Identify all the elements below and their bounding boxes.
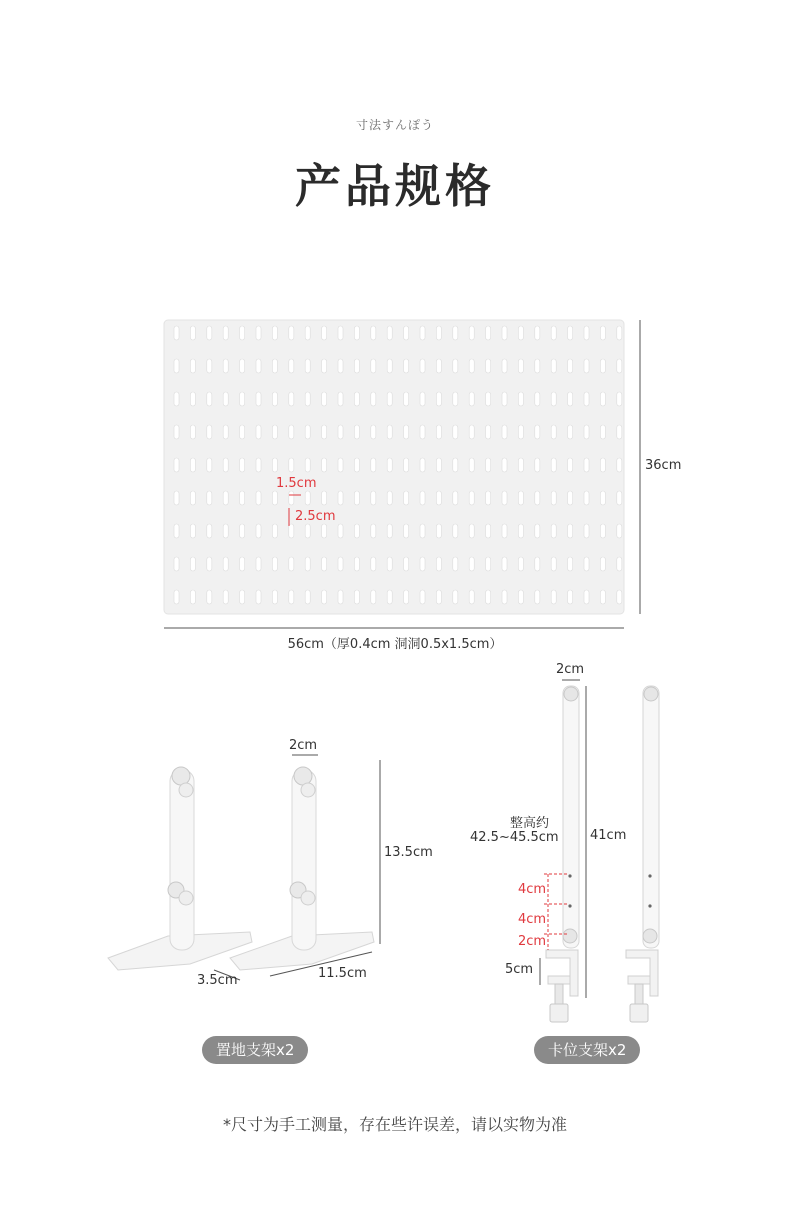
pegboard-hole <box>600 425 605 439</box>
pegboard-hole <box>256 425 261 439</box>
pegboard-hole <box>469 590 474 604</box>
pegboard-hole <box>256 491 261 505</box>
pegboard-hole <box>190 491 195 505</box>
pegboard-hole <box>502 524 507 538</box>
pegboard-hole <box>617 557 622 571</box>
pegboard-hole <box>240 491 245 505</box>
pegboard-hole <box>305 425 310 439</box>
pegboard-hole <box>256 524 261 538</box>
pegboard-hole <box>518 590 523 604</box>
pegboard-hole <box>240 590 245 604</box>
pegboard-hole <box>551 392 556 406</box>
hole-spacing-label: 2.5cm <box>295 509 336 524</box>
pegboard-hole <box>584 491 589 505</box>
pegboard-hole <box>338 524 343 538</box>
pegboard-hole <box>404 392 409 406</box>
pegboard-hole <box>518 557 523 571</box>
pegboard-hole <box>190 524 195 538</box>
pegboard-hole <box>535 458 540 472</box>
pegboard-hole <box>486 557 491 571</box>
pegboard-hole <box>272 326 277 340</box>
pegboard-hole <box>502 590 507 604</box>
pegboard-hole <box>453 326 458 340</box>
pegboard-hole <box>404 326 409 340</box>
pegboard-hole <box>404 491 409 505</box>
pegboard-hole <box>584 326 589 340</box>
pegboard-hole <box>502 392 507 406</box>
pegboard-hole <box>502 458 507 472</box>
pegboard-hole <box>551 524 556 538</box>
pegboard-hole <box>322 359 327 373</box>
pegboard-hole <box>338 491 343 505</box>
pegboard-hole <box>404 590 409 604</box>
pegboard-hole <box>535 590 540 604</box>
pegboard-hole <box>289 326 294 340</box>
pegboard-hole <box>535 557 540 571</box>
pegboard-hole <box>453 359 458 373</box>
pegboard-hole <box>371 326 376 340</box>
pegboard-hole <box>436 326 441 340</box>
pegboard-hole <box>584 524 589 538</box>
page-subtitle: 寸法すんぽう <box>355 118 434 132</box>
pegboard-hole <box>535 392 540 406</box>
pegboard-hole <box>223 458 228 472</box>
pegboard-hole <box>338 359 343 373</box>
pegboard-hole <box>568 524 573 538</box>
pegboard-hole <box>207 425 212 439</box>
pegboard-hole <box>289 590 294 604</box>
clamp-stand-width-label: 2cm <box>556 662 585 677</box>
pegboard-hole <box>272 590 277 604</box>
pegboard-hole <box>469 458 474 472</box>
pegboard-hole <box>174 425 179 439</box>
pegboard-hole <box>584 458 589 472</box>
pegboard-hole <box>322 491 327 505</box>
pegboard-hole <box>436 425 441 439</box>
pegboard-hole <box>338 458 343 472</box>
pegboard-hole <box>600 326 605 340</box>
pegboard-hole <box>387 557 392 571</box>
pegboard-hole <box>174 491 179 505</box>
clamp-stand-left <box>546 686 579 1022</box>
pegboard-hole <box>420 392 425 406</box>
pegboard-hole <box>420 458 425 472</box>
pegboard-hole <box>453 590 458 604</box>
pegboard-hole <box>272 392 277 406</box>
pegboard-hole <box>256 557 261 571</box>
pegboard-hole <box>518 359 523 373</box>
pegboard-hole <box>387 590 392 604</box>
pegboard-hole <box>584 392 589 406</box>
clamp-stand-right <box>626 686 659 1022</box>
pegboard-hole <box>174 326 179 340</box>
pegboard-hole <box>223 359 228 373</box>
pegboard-hole <box>436 392 441 406</box>
pegboard-hole <box>486 491 491 505</box>
step3-label: 2cm <box>518 934 547 949</box>
pegboard-hole <box>535 359 540 373</box>
pegboard-hole <box>453 425 458 439</box>
pegboard-hole <box>272 458 277 472</box>
pegboard-hole <box>453 557 458 571</box>
pegboard-hole <box>469 557 474 571</box>
pegboard-hole <box>322 458 327 472</box>
pegboard-hole <box>420 557 425 571</box>
pegboard-hole <box>174 392 179 406</box>
pegboard-hole <box>486 590 491 604</box>
pegboard-hole <box>223 524 228 538</box>
pegboard-hole <box>551 458 556 472</box>
pegboard-hole <box>486 524 491 538</box>
pegboard-hole <box>207 557 212 571</box>
pegboard-hole <box>502 557 507 571</box>
pegboard-hole <box>223 491 228 505</box>
pegboard-hole <box>272 524 277 538</box>
pegboard-hole <box>387 326 392 340</box>
pegboard-hole <box>469 425 474 439</box>
pegboard-hole <box>256 458 261 472</box>
pegboard-height-label: 36cm <box>645 458 682 473</box>
pegboard-hole <box>568 392 573 406</box>
pegboard-hole <box>338 590 343 604</box>
floor-stand-width-label: 2cm <box>289 738 318 753</box>
pegboard-hole <box>387 458 392 472</box>
pegboard-hole <box>502 491 507 505</box>
pegboard-hole <box>289 392 294 406</box>
pegboard-hole <box>354 458 359 472</box>
total-height-title: 整高约 <box>510 816 550 831</box>
pegboard-hole <box>551 425 556 439</box>
pegboard-hole <box>617 590 622 604</box>
pegboard-hole <box>436 524 441 538</box>
floor-stand-caption: 置地支架x2 <box>202 1036 308 1064</box>
pegboard-hole <box>436 458 441 472</box>
pegboard-hole <box>551 359 556 373</box>
pegboard-hole <box>305 326 310 340</box>
pegboard-hole <box>404 425 409 439</box>
floor-stand-height-label: 13.5cm <box>384 845 433 860</box>
pegboard-hole <box>600 392 605 406</box>
pegboard-hole <box>486 359 491 373</box>
pegboard-hole <box>322 590 327 604</box>
pegboard-hole <box>469 392 474 406</box>
pegboard-hole <box>322 557 327 571</box>
pegboard-hole <box>568 326 573 340</box>
pegboard-hole <box>322 326 327 340</box>
pegboard-hole <box>568 590 573 604</box>
pegboard-hole <box>305 524 310 538</box>
pegboard-hole <box>420 326 425 340</box>
pegboard-hole <box>617 458 622 472</box>
pegboard-hole <box>354 590 359 604</box>
pegboard-hole <box>338 392 343 406</box>
pegboard-hole <box>240 326 245 340</box>
pegboard-hole <box>223 590 228 604</box>
pegboard-hole <box>371 491 376 505</box>
pegboard-hole <box>190 326 195 340</box>
step2-label: 4cm <box>518 912 547 927</box>
pegboard-hole <box>436 557 441 571</box>
pegboard-hole <box>420 524 425 538</box>
pegboard-hole <box>617 425 622 439</box>
pegboard-hole <box>354 557 359 571</box>
pegboard-width-label: 56cm（厚0.4cm 洞洞0.5x1.5cm） <box>287 637 503 652</box>
pegboard-hole <box>256 392 261 406</box>
pegboard-hole <box>617 359 622 373</box>
pegboard-hole <box>568 359 573 373</box>
pegboard-hole <box>600 590 605 604</box>
clamp-label: 5cm <box>505 962 534 977</box>
page-title: 产品规格 <box>295 159 495 213</box>
pegboard-hole <box>207 590 212 604</box>
pegboard-hole <box>256 590 261 604</box>
pegboard-hole <box>371 557 376 571</box>
pegboard-hole <box>518 524 523 538</box>
pegboard-hole <box>568 425 573 439</box>
pegboard-hole <box>223 425 228 439</box>
pegboard-hole <box>371 590 376 604</box>
pegboard-hole <box>272 359 277 373</box>
pegboard-hole <box>436 491 441 505</box>
pegboard-hole <box>518 392 523 406</box>
pegboard-hole <box>551 326 556 340</box>
pegboard-hole <box>289 425 294 439</box>
pegboard-hole <box>223 326 228 340</box>
floor-stand-base-width-label: 3.5cm <box>197 973 238 988</box>
pegboard-hole <box>404 458 409 472</box>
pegboard-hole <box>207 491 212 505</box>
pegboard-hole <box>568 458 573 472</box>
pegboard-hole <box>617 491 622 505</box>
pegboard-hole <box>371 458 376 472</box>
pegboard-hole <box>453 491 458 505</box>
pegboard-hole <box>190 458 195 472</box>
pegboard-hole <box>354 392 359 406</box>
pegboard-hole <box>322 392 327 406</box>
pegboard-hole <box>518 425 523 439</box>
step1-label: 4cm <box>518 882 547 897</box>
footnote: *尺寸为手工测量，存在些许误差，请以实物为准 <box>222 1115 567 1134</box>
pegboard-hole <box>371 524 376 538</box>
pegboard-hole <box>305 392 310 406</box>
pegboard-hole <box>453 524 458 538</box>
pegboard-hole <box>535 425 540 439</box>
pegboard-hole <box>469 491 474 505</box>
pegboard-hole <box>469 326 474 340</box>
pegboard-hole <box>600 458 605 472</box>
pegboard-hole <box>568 557 573 571</box>
pegboard-hole <box>223 557 228 571</box>
pegboard-hole <box>387 359 392 373</box>
pegboard-hole <box>174 458 179 472</box>
pegboard-hole <box>617 326 622 340</box>
pegboard-hole <box>190 425 195 439</box>
pegboard-hole <box>272 491 277 505</box>
pegboard-hole <box>535 491 540 505</box>
pegboard-hole <box>272 425 277 439</box>
pegboard-hole <box>404 557 409 571</box>
pegboard-hole <box>551 557 556 571</box>
pegboard-hole <box>469 524 474 538</box>
pegboard-hole <box>240 425 245 439</box>
pegboard-hole <box>404 359 409 373</box>
pegboard-hole <box>551 590 556 604</box>
pegboard-hole <box>240 524 245 538</box>
pegboard-hole <box>518 326 523 340</box>
pegboard-hole <box>518 491 523 505</box>
pegboard-hole <box>338 425 343 439</box>
pegboard-hole <box>207 359 212 373</box>
pegboard-hole <box>617 524 622 538</box>
pegboard-hole <box>420 359 425 373</box>
pegboard-hole <box>305 557 310 571</box>
pegboard-hole <box>354 359 359 373</box>
pegboard-hole <box>322 524 327 538</box>
pegboard-hole <box>338 326 343 340</box>
pegboard-hole <box>387 425 392 439</box>
pegboard-hole <box>387 392 392 406</box>
pegboard-hole <box>240 557 245 571</box>
pegboard-hole <box>387 524 392 538</box>
pegboard-hole <box>486 425 491 439</box>
pegboard-hole <box>305 458 310 472</box>
pegboard-hole <box>568 491 573 505</box>
pegboard-hole <box>502 326 507 340</box>
pegboard-hole <box>371 392 376 406</box>
pegboard-hole <box>354 524 359 538</box>
pegboard-hole <box>535 524 540 538</box>
pegboard-hole <box>436 590 441 604</box>
pegboard-hole <box>584 590 589 604</box>
pegboard-hole <box>190 359 195 373</box>
pegboard-hole <box>272 557 277 571</box>
pegboard-hole <box>174 524 179 538</box>
pegboard-hole <box>354 491 359 505</box>
pegboard-hole <box>420 491 425 505</box>
clamp-stand-caption: 卡位支架x2 <box>534 1036 640 1064</box>
pegboard-hole <box>502 359 507 373</box>
floor-stand-left <box>108 767 252 970</box>
pegboard-hole <box>486 326 491 340</box>
pegboard-hole <box>453 458 458 472</box>
total-height-range: 42.5~45.5cm <box>470 830 559 845</box>
pegboard-hole <box>240 392 245 406</box>
pegboard-hole <box>518 458 523 472</box>
pegboard-hole <box>174 590 179 604</box>
pegboard-hole <box>322 425 327 439</box>
pegboard-hole <box>600 557 605 571</box>
pegboard-hole <box>305 491 310 505</box>
pegboard-hole <box>354 326 359 340</box>
pegboard-hole <box>600 359 605 373</box>
pegboard-hole <box>486 458 491 472</box>
pegboard-hole <box>240 458 245 472</box>
pegboard-hole <box>305 590 310 604</box>
pegboard-hole <box>502 425 507 439</box>
pegboard-hole <box>174 557 179 571</box>
pegboard-hole <box>420 590 425 604</box>
pegboard-hole <box>617 392 622 406</box>
pegboard-hole <box>207 524 212 538</box>
hole-width-label: 1.5cm <box>276 476 317 491</box>
pegboard-hole <box>305 359 310 373</box>
pegboard-hole <box>289 524 294 538</box>
pegboard-hole <box>256 359 261 373</box>
pegboard-hole <box>289 557 294 571</box>
clamp-stand-height-label: 41cm <box>590 828 627 843</box>
pegboard-hole <box>354 425 359 439</box>
pegboard-hole <box>190 557 195 571</box>
pegboard-hole <box>207 326 212 340</box>
pegboard-hole <box>486 392 491 406</box>
pegboard-hole <box>600 524 605 538</box>
floor-stand-base-length-label: 11.5cm <box>318 966 367 981</box>
pegboard-hole <box>436 359 441 373</box>
pegboard-hole <box>551 491 556 505</box>
pegboard-hole <box>207 458 212 472</box>
pegboard-hole <box>338 557 343 571</box>
pegboard-hole <box>387 491 392 505</box>
pegboard-hole <box>535 326 540 340</box>
pegboard-hole <box>207 392 212 406</box>
pegboard-hole <box>584 425 589 439</box>
pegboard-hole <box>256 326 261 340</box>
pegboard-hole <box>190 590 195 604</box>
pegboard-hole <box>190 392 195 406</box>
pegboard-hole <box>289 458 294 472</box>
pegboard-hole <box>453 392 458 406</box>
pegboard-hole <box>289 359 294 373</box>
pegboard-hole <box>174 359 179 373</box>
pegboard-hole <box>240 359 245 373</box>
pegboard-hole <box>223 392 228 406</box>
pegboard-hole <box>404 524 409 538</box>
pegboard-hole <box>371 425 376 439</box>
pegboard-hole <box>289 491 294 505</box>
pegboard-hole <box>371 359 376 373</box>
pegboard-hole <box>469 359 474 373</box>
pegboard-hole <box>420 425 425 439</box>
pegboard-hole <box>600 491 605 505</box>
pegboard-hole <box>584 557 589 571</box>
pegboard-hole <box>584 359 589 373</box>
